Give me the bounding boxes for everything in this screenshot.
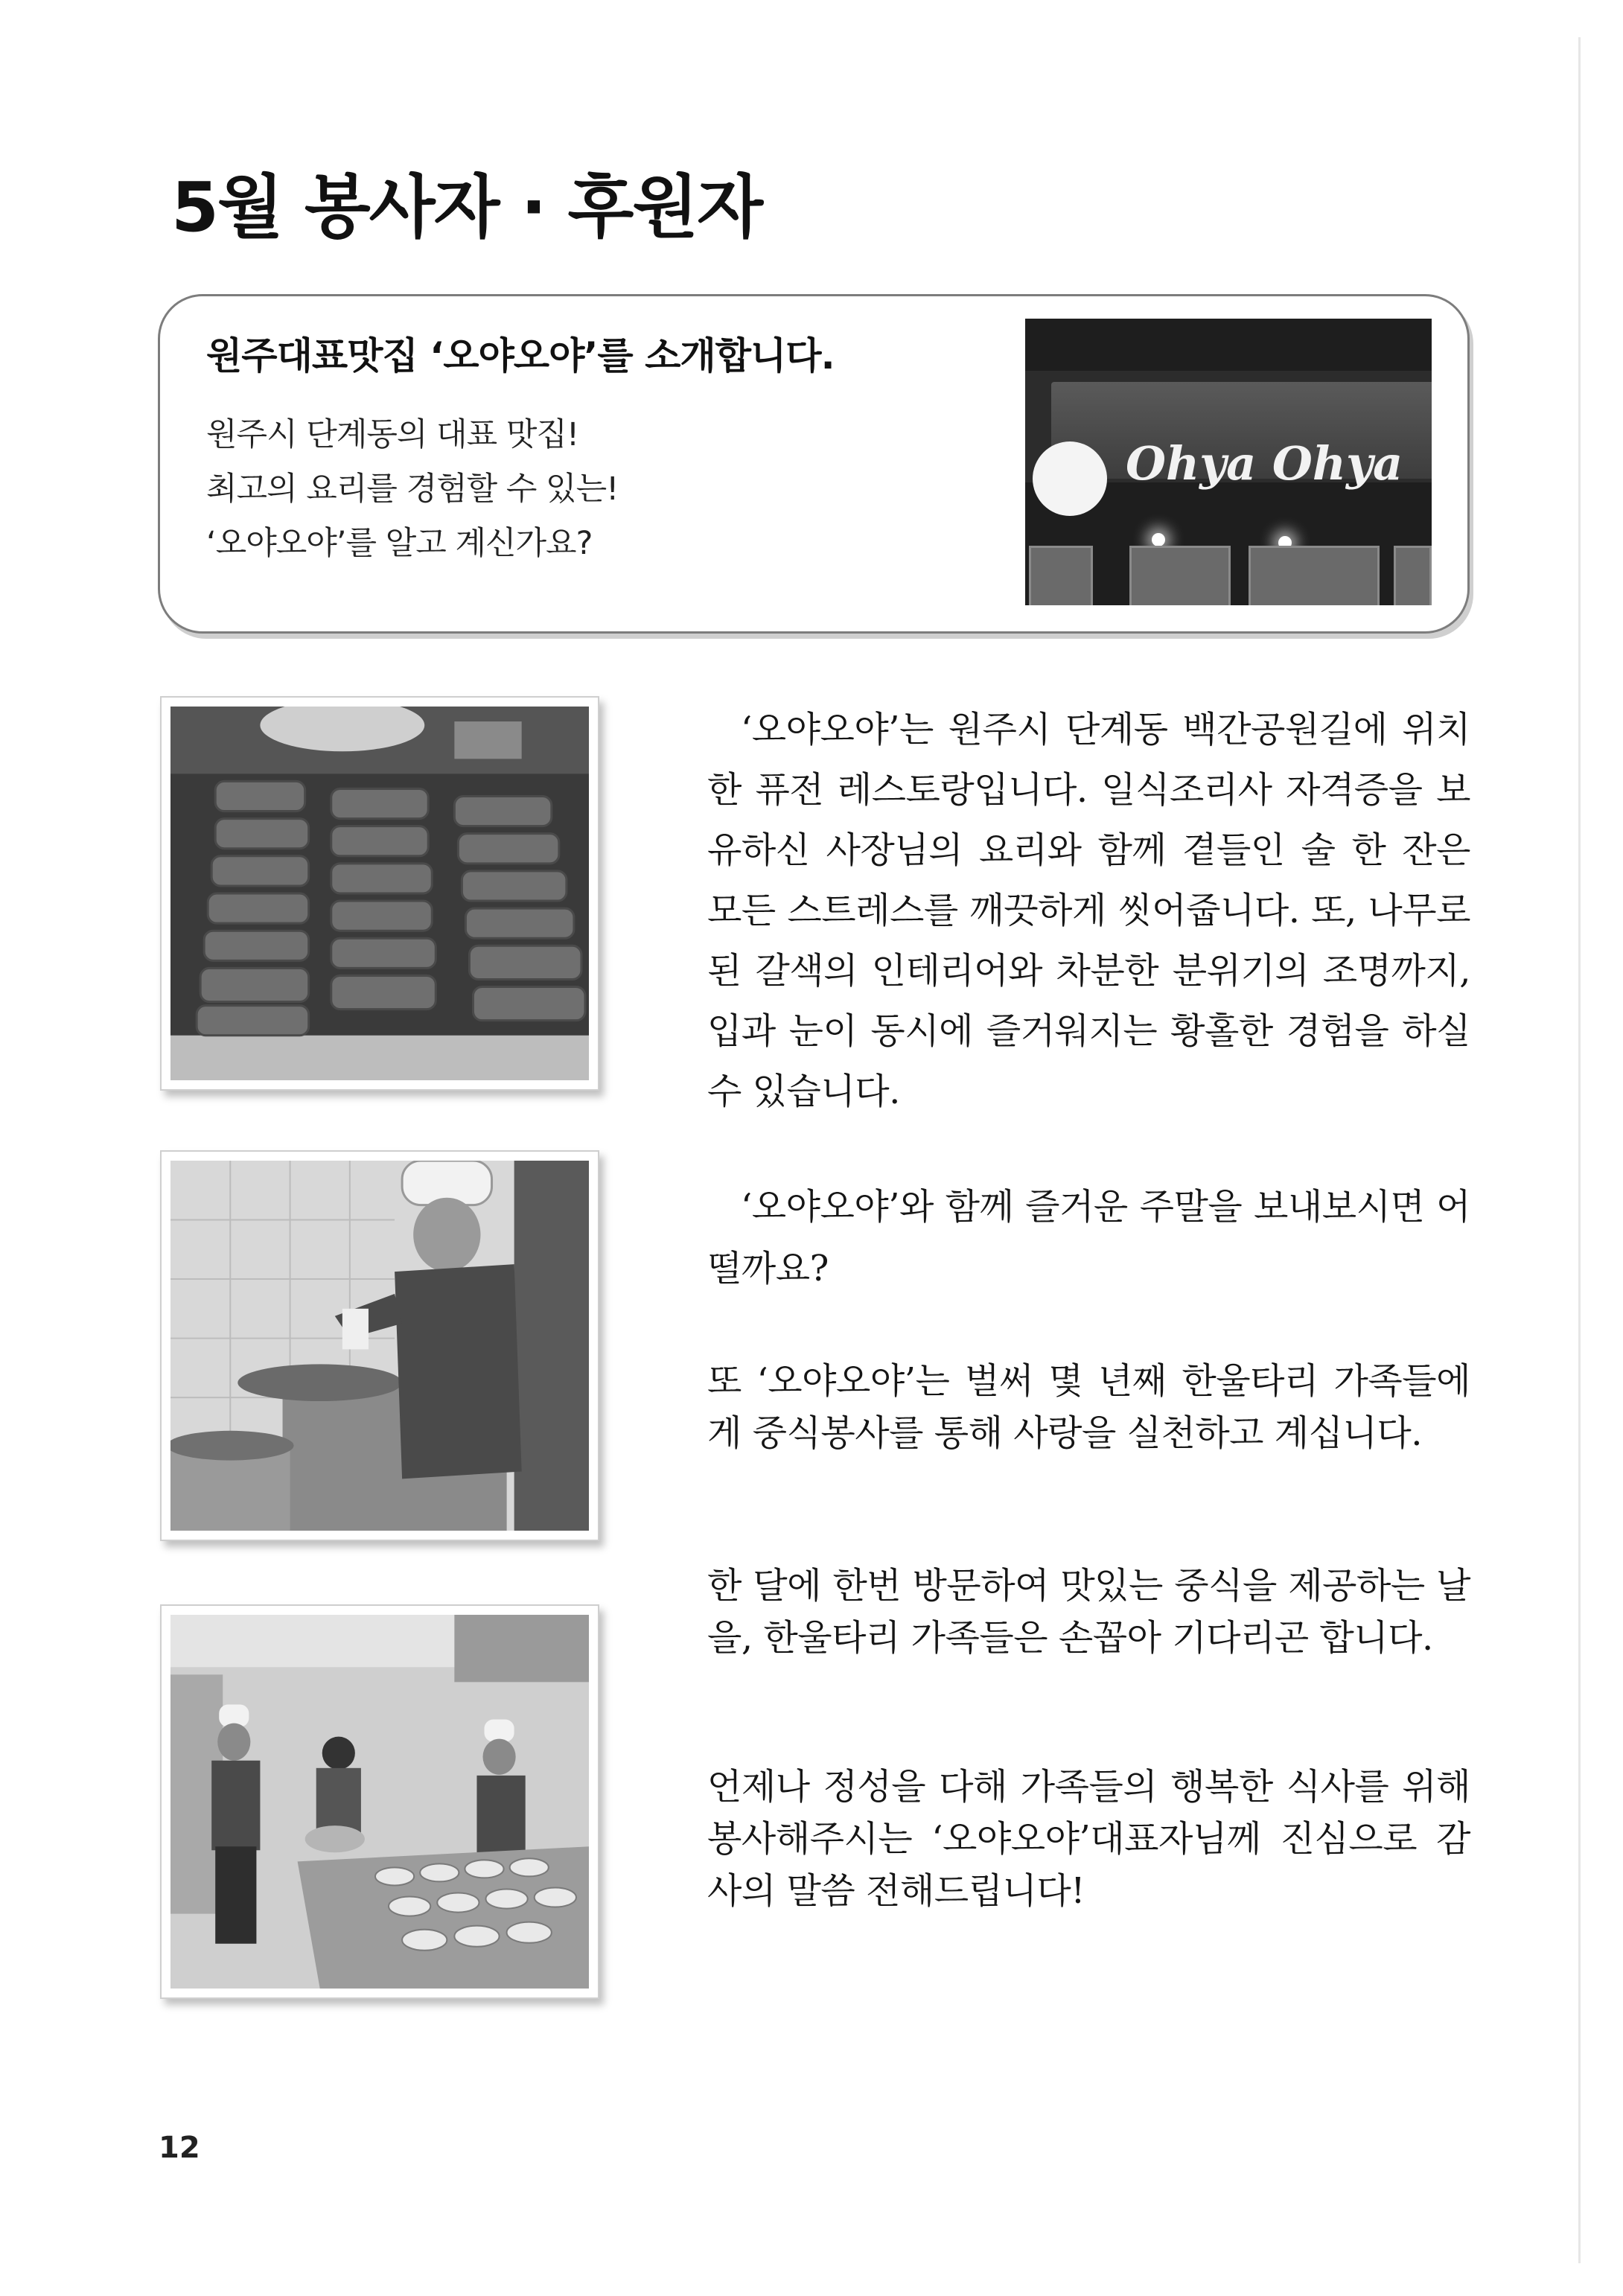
article-paragraph: ‘오야오야’와 함께 즐거운 주말을 보내보시면 어떨까요? (707, 1186, 1470, 1289)
article-paragraph: 언제나 정성을 다해 가족들의 행복한 식사를 위해 봉사해주시는 ‘오야오야’대표자님께 진심으로 감사의 말씀 전해드립니다! (707, 1766, 1470, 1912)
ceiling-light (1152, 533, 1165, 546)
sliced-meat-image (170, 707, 589, 1080)
article-paragraph: ‘오야오야’는 원주시 단계동 백간공원길에 위치한 퓨전 레스토랑입니다. 일식조리사 자격증을 보유하신 사장님의 요리와 함께 곁들인 술 한 잔은 모든 스트레스를 깨끗하게 씻어줍니다. 또, 나무로 된 갈색의 인테리어와 차분한 분위기의 조명까지, 입과 눈이 동시에 즐거워지는 황홀한 경험을 하실 수 있습니다. (707, 709, 1470, 1112)
kitchen-staff-photo (160, 1604, 599, 1999)
storefront-window (1249, 546, 1380, 605)
restaurant-storefront-photo (1025, 319, 1432, 605)
intro-box (158, 294, 1470, 634)
chef-cooking-image (170, 1161, 589, 1531)
article-paragraph: 또 ‘오야오야’는 벌써 몇 년째 한울타리 가족들에게 중식봉사를 통해 사랑을 실천하고 계십니다. (707, 1360, 1470, 1454)
food-photo-sliced-meat (160, 696, 599, 1091)
intro-line: 원주시 단계동의 대표 맛집! (206, 416, 579, 453)
storefront-window (1394, 546, 1432, 605)
article-paragraph: 한 달에 한번 방문하여 맛있는 중식을 제공하는 날을, 한울타리 가족들은 손꼽아 기다리곤 합니다. (707, 1565, 1470, 1659)
page-number: 12 (159, 2131, 200, 2165)
kitchen-staff-image (170, 1615, 589, 1989)
page-edge-rule (1578, 37, 1581, 2263)
sign-text: Ohya Ohya (1126, 436, 1403, 491)
intro-heading: 원주대표맛집 ‘오야오야’를 소개합니다. (206, 334, 835, 377)
intro-line: ‘오야오야’를 알고 계신가요? (206, 525, 593, 562)
intro-lines (206, 408, 618, 571)
chef-cooking-photo (160, 1150, 599, 1541)
storefront-window (1129, 546, 1231, 605)
sign-logo-circle (1033, 441, 1107, 516)
page-title: 5월 봉사자 · 후원자 (171, 168, 762, 247)
storefront-window (1029, 546, 1093, 605)
intro-line: 최고의 요리를 경험할 수 있는! (206, 471, 619, 508)
